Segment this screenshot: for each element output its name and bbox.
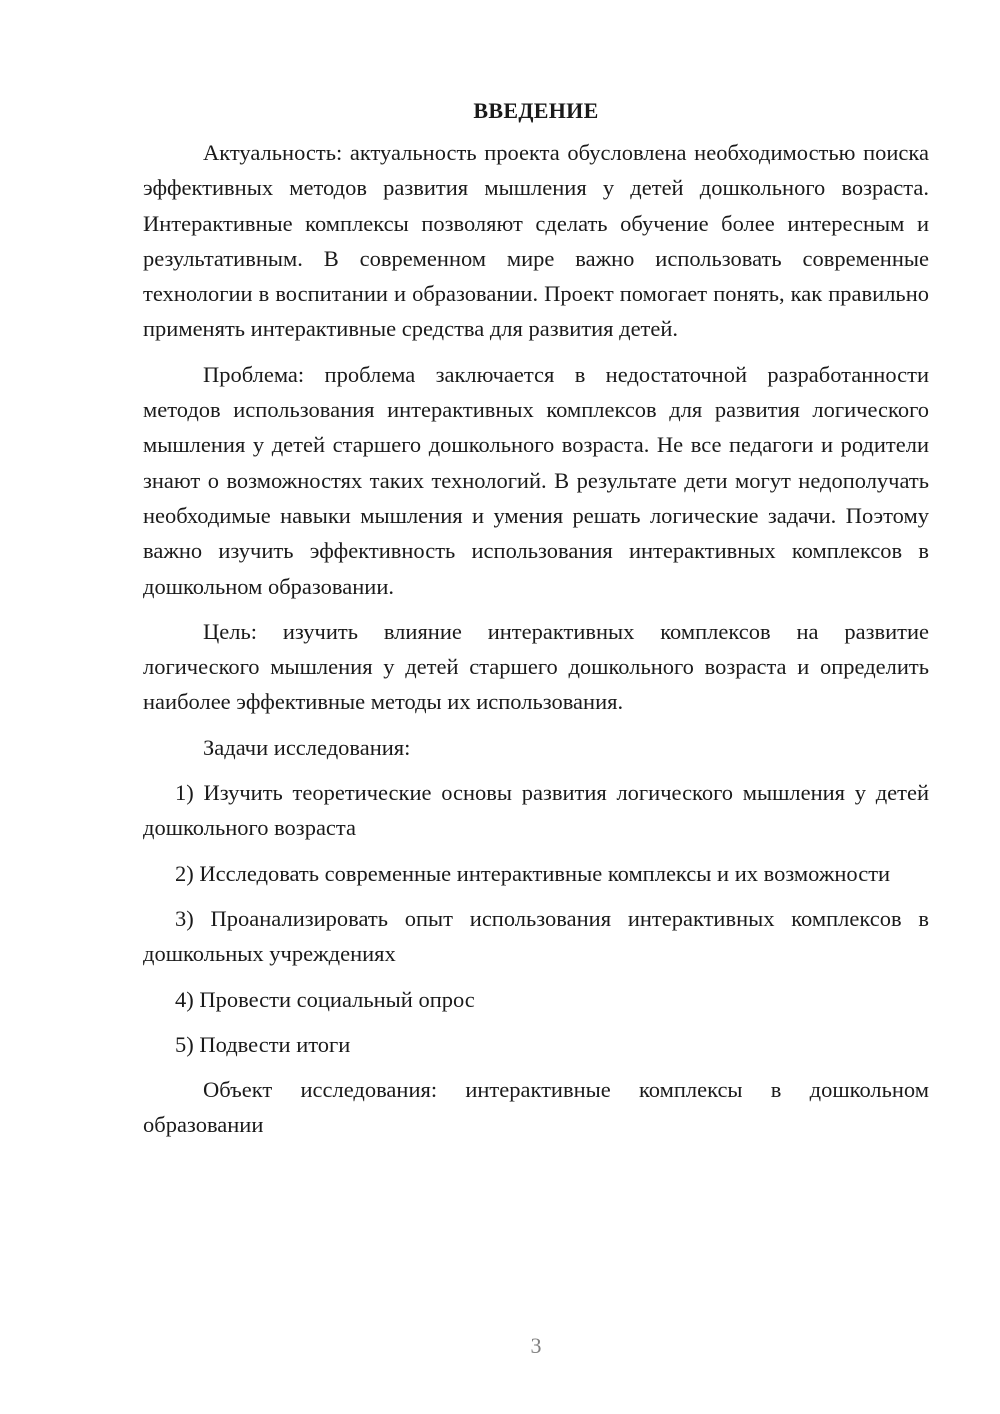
paragraph-relevance: Актуальность: актуальность проекта обусловлена необходимостью поиска эффективных методов развития мышления у детей дошкольного возраста. Интерактивные комплексы позволяют сделать обучение более интересным и результативным. В современном мире важно использовать современные технологии в воспитании и образовании. Проект помогает понять, как правильно применять интерактивные средства для развития детей. (143, 140, 929, 342)
task-item-2: 2) Исследовать современные интерактивные комплексы и их возможности (175, 860, 891, 886)
task-item-4: 4) Провести социальный опрос (175, 986, 475, 1012)
page-number: 3 (530, 1333, 542, 1358)
page-content (143, 93, 929, 1153)
paragraph-problem: Проблема: проблема заключается в недостаточной разработанности методов использования интерактивных комплексов для развития логического мышления у детей старшего дошкольного возраста. Не все педагоги и родители знают о возможностях таких технологий. В результате дети могут недополучать необходимые навыки мышления и умения решать логические задачи. Поэтому важно изучить эффективность использования интерактивных комплексов в дошкольном образовании. (143, 361, 929, 599)
paragraph-goal: Цель: изучить влияние интерактивных комплексов на развитие логического мышления у детей старшего дошкольного возраста и определить наиболее эффективные методы их использования. (143, 618, 929, 715)
section-title: ВВЕДЕНИЕ (473, 98, 599, 123)
paragraph-tasks-heading: Задачи исследования: (203, 734, 411, 760)
task-item-3: 3) Проанализировать опыт использования интерактивных комплексов в дошкольных учреждениях (143, 905, 929, 967)
paragraph-object: Объект исследования: интерактивные комплексы в дошкольном образовании (143, 1077, 929, 1138)
task-item-1: 1) Изучить теоретические основы развития логического мышления у детей дошкольного возраста (143, 780, 929, 841)
task-item-5: 5) Подвести итоги (175, 1031, 351, 1057)
